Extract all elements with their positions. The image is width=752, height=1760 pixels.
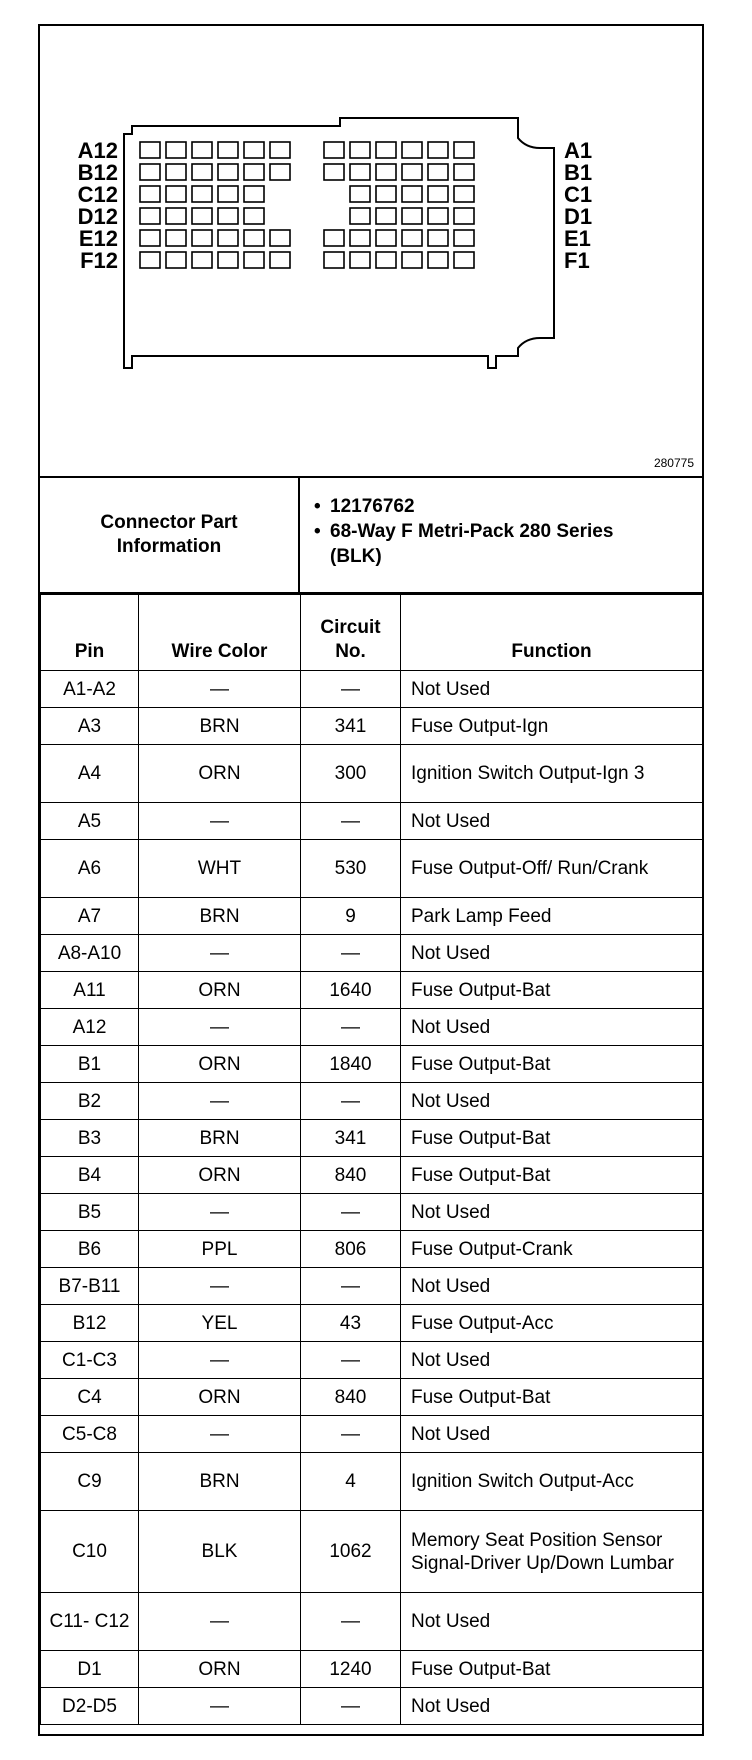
circuit-cell: 4 <box>301 1453 401 1511</box>
pin-cavity <box>166 252 186 268</box>
function-cell: Fuse Output-Bat <box>401 1379 703 1416</box>
function-cell: Not Used <box>401 1194 703 1231</box>
pin-cavity <box>192 186 212 202</box>
circuit-cell: — <box>301 1009 401 1046</box>
wire-color-cell: ORN <box>139 972 301 1009</box>
figure-id: 280775 <box>653 456 694 470</box>
table-header-row <box>41 595 703 671</box>
connector-info <box>40 478 702 594</box>
table-row <box>41 1416 703 1453</box>
function-cell: Fuse Output-Off/ Run/Crank <box>401 840 703 898</box>
header-wire-color: Wire Color <box>139 595 301 671</box>
circuit-cell: 1240 <box>301 1651 401 1688</box>
circuit-cell: 341 <box>301 708 401 745</box>
wire-color-cell: BRN <box>139 898 301 935</box>
table-row <box>41 671 703 708</box>
table-row <box>41 935 703 972</box>
circuit-cell: 1640 <box>301 972 401 1009</box>
pin-cavity <box>244 164 264 180</box>
row-label-left: E12 <box>78 226 118 251</box>
function-cell: Ignition Switch Output-Acc <box>401 1453 703 1511</box>
row-label-left: A12 <box>77 138 118 163</box>
function-cell: Not Used <box>401 1688 703 1725</box>
row-label-right: F1 <box>564 248 590 273</box>
circuit-cell: — <box>301 1688 401 1725</box>
pin-cell: C4 <box>41 1379 139 1416</box>
function-cell: Not Used <box>401 1342 703 1379</box>
pin-cavity <box>166 186 186 202</box>
function-cell: Fuse Output-Crank <box>401 1231 703 1268</box>
function-cell: Fuse Output-Ign <box>401 708 703 745</box>
circuit-cell: — <box>301 1342 401 1379</box>
pin-cavity <box>140 208 160 224</box>
wire-color-cell: — <box>139 1083 301 1120</box>
pin-cavity <box>454 208 474 224</box>
table-row <box>41 1651 703 1688</box>
table-row <box>41 1688 703 1725</box>
pin-cavity <box>376 208 396 224</box>
pin-cavity <box>218 252 238 268</box>
pin-cavity <box>324 252 344 268</box>
pin-cavity <box>454 142 474 158</box>
table-row <box>41 898 703 935</box>
header-function: Function <box>401 595 703 671</box>
circuit-cell: 43 <box>301 1305 401 1342</box>
pin-cavity <box>140 252 160 268</box>
pin-cell: A6 <box>41 840 139 898</box>
circuit-cell: 840 <box>301 1379 401 1416</box>
function-cell: Memory Seat Position Sensor Signal-Driver Up/Down Lumbar <box>401 1511 703 1593</box>
pin-cell: A3 <box>41 708 139 745</box>
row-label-right: C1 <box>564 182 593 207</box>
pin-cavity <box>192 252 212 268</box>
table-row <box>41 708 703 745</box>
table-row <box>41 1120 703 1157</box>
pin-cavity <box>376 142 396 158</box>
pin-cavity <box>376 252 396 268</box>
wire-color-cell: — <box>139 1342 301 1379</box>
function-cell: Fuse Output-Bat <box>401 1120 703 1157</box>
circuit-cell: — <box>301 1083 401 1120</box>
function-cell: Fuse Output-Bat <box>401 1157 703 1194</box>
header-circuit: Circuit No. <box>301 595 401 671</box>
pin-cavity <box>350 252 370 268</box>
table-row <box>41 1157 703 1194</box>
row-label-right: D1 <box>564 204 593 229</box>
circuit-cell: — <box>301 1194 401 1231</box>
circuit-cell: 1840 <box>301 1046 401 1083</box>
pin-cavity <box>428 186 448 202</box>
pin-cavity <box>428 164 448 180</box>
pin-cell: D1 <box>41 1651 139 1688</box>
pin-cell: A12 <box>41 1009 139 1046</box>
table-row <box>41 1511 703 1593</box>
pin-cavity <box>218 164 238 180</box>
pin-cavity <box>402 208 422 224</box>
row-label-right: A1 <box>564 138 593 163</box>
pin-cell: A8-A10 <box>41 935 139 972</box>
connector-info-label <box>40 478 300 592</box>
pin-cell: C10 <box>41 1511 139 1593</box>
table-row <box>41 972 703 1009</box>
pin-cell: A4 <box>41 745 139 803</box>
pin-cell: C1-C3 <box>41 1342 139 1379</box>
circuit-cell: — <box>301 803 401 840</box>
function-cell: Not Used <box>401 1083 703 1120</box>
pin-cavity <box>324 142 344 158</box>
circuit-cell: 530 <box>301 840 401 898</box>
pin-cavity <box>454 230 474 246</box>
pin-cavity <box>402 230 422 246</box>
pin-cavity <box>428 142 448 158</box>
pin-cavity <box>192 208 212 224</box>
pin-cavity <box>350 186 370 202</box>
function-cell: Fuse Output-Acc <box>401 1305 703 1342</box>
pin-cell: B3 <box>41 1120 139 1157</box>
pin-cell: B12 <box>41 1305 139 1342</box>
pin-cavity <box>270 252 290 268</box>
pin-cell: B2 <box>41 1083 139 1120</box>
connector-info-details <box>310 494 630 569</box>
pin-cavity <box>428 230 448 246</box>
pin-cell: C11- C12 <box>41 1593 139 1651</box>
function-cell: Not Used <box>401 803 703 840</box>
table-row <box>41 803 703 840</box>
pin-cell: A1-A2 <box>41 671 139 708</box>
pin-cavity <box>376 186 396 202</box>
pin-cavity <box>140 142 160 158</box>
table-row <box>41 1194 703 1231</box>
pin-cavity <box>376 164 396 180</box>
pin-cavity <box>350 208 370 224</box>
function-cell: Not Used <box>401 1593 703 1651</box>
connector-diagram <box>40 26 702 478</box>
row-label-left: C12 <box>77 182 118 207</box>
part-number: • 12176762 <box>310 494 630 519</box>
connector-outline <box>124 118 554 368</box>
pin-cavity <box>428 252 448 268</box>
wire-color-cell: — <box>139 1194 301 1231</box>
pin-cavity <box>166 164 186 180</box>
function-cell: Park Lamp Feed <box>401 898 703 935</box>
function-cell: Not Used <box>401 935 703 972</box>
pin-cavity <box>454 186 474 202</box>
connector-info-label-text: Connector Part Information <box>100 512 238 557</box>
pin-cavity <box>402 252 422 268</box>
function-cell: Fuse Output-Bat <box>401 1651 703 1688</box>
wire-color-cell: — <box>139 803 301 840</box>
pin-cavity <box>402 186 422 202</box>
wire-color-cell: PPL <box>139 1231 301 1268</box>
pin-cell: A5 <box>41 803 139 840</box>
table-row <box>41 1305 703 1342</box>
wire-color-cell: BRN <box>139 1120 301 1157</box>
wire-color-cell: ORN <box>139 745 301 803</box>
wire-color-cell: — <box>139 1268 301 1305</box>
pinout-rows <box>41 671 703 1725</box>
pin-cavity <box>428 208 448 224</box>
pin-cavity <box>218 186 238 202</box>
circuit-cell: — <box>301 935 401 972</box>
pin-cavity <box>454 252 474 268</box>
function-cell: Not Used <box>401 671 703 708</box>
table-row <box>41 1268 703 1305</box>
pin-cell: C5-C8 <box>41 1416 139 1453</box>
pin-cavity <box>324 164 344 180</box>
wire-color-cell: — <box>139 935 301 972</box>
pin-cavity <box>166 208 186 224</box>
circuit-cell: 806 <box>301 1231 401 1268</box>
table-row <box>41 1379 703 1416</box>
row-label-right: E1 <box>564 226 591 251</box>
wire-color-cell: ORN <box>139 1379 301 1416</box>
table-row <box>41 1593 703 1651</box>
connector-description: • 68-Way F Metri-Pack 280 Series (BLK) <box>310 519 630 569</box>
pin-cavity <box>270 230 290 246</box>
pin-cavity <box>244 142 264 158</box>
circuit-cell: — <box>301 1416 401 1453</box>
function-cell: Fuse Output-Bat <box>401 1046 703 1083</box>
pin-cavity <box>350 164 370 180</box>
function-cell: Ignition Switch Output-Ign 3 <box>401 745 703 803</box>
wire-color-cell: — <box>139 671 301 708</box>
circuit-cell: — <box>301 1268 401 1305</box>
pin-cavity <box>166 142 186 158</box>
circuit-cell: 341 <box>301 1120 401 1157</box>
pin-cavity <box>140 186 160 202</box>
wire-color-cell: — <box>139 1009 301 1046</box>
wire-color-cell: ORN <box>139 1651 301 1688</box>
table-row <box>41 840 703 898</box>
pin-cell: B4 <box>41 1157 139 1194</box>
pin-cell: D2-D5 <box>41 1688 139 1725</box>
pin-cell: C9 <box>41 1453 139 1511</box>
pin-cell: B1 <box>41 1046 139 1083</box>
pin-cavity <box>218 208 238 224</box>
row-label-left: F12 <box>80 248 118 273</box>
pin-cavity <box>192 164 212 180</box>
table-row <box>41 1083 703 1120</box>
wire-color-cell: YEL <box>139 1305 301 1342</box>
pin-cell: A7 <box>41 898 139 935</box>
table-row <box>41 1046 703 1083</box>
table-row <box>41 1342 703 1379</box>
pin-cavity <box>244 186 264 202</box>
circuit-cell: 300 <box>301 745 401 803</box>
pin-cavity <box>218 230 238 246</box>
connector-sheet <box>38 24 704 1736</box>
pin-cavity <box>192 142 212 158</box>
wire-color-cell: BRN <box>139 708 301 745</box>
pin-cavity <box>166 230 186 246</box>
connector-face-drawing <box>40 26 702 478</box>
pin-cavity <box>350 230 370 246</box>
pin-cavity <box>324 230 344 246</box>
pin-cavity <box>376 230 396 246</box>
wire-color-cell: ORN <box>139 1157 301 1194</box>
row-labels-right <box>564 138 592 273</box>
pin-cavity <box>244 230 264 246</box>
wire-color-cell: — <box>139 1593 301 1651</box>
pin-cavity <box>244 252 264 268</box>
function-cell: Not Used <box>401 1268 703 1305</box>
pin-cavity <box>140 230 160 246</box>
table-row <box>41 745 703 803</box>
function-cell: Fuse Output-Bat <box>401 972 703 1009</box>
row-label-right: B1 <box>564 160 593 185</box>
wire-color-cell: BLK <box>139 1511 301 1593</box>
row-label-left: B12 <box>77 160 118 185</box>
row-labels-left <box>78 138 118 273</box>
pin-cavity <box>402 164 422 180</box>
pin-cell: B7-B11 <box>41 1268 139 1305</box>
wire-color-cell: — <box>139 1416 301 1453</box>
wire-color-cell: — <box>139 1688 301 1725</box>
pin-cavity <box>454 164 474 180</box>
pinout-table <box>40 594 703 1725</box>
pin-cell: B6 <box>41 1231 139 1268</box>
pin-cell: B5 <box>41 1194 139 1231</box>
row-label-left: D12 <box>77 204 118 229</box>
pin-cavity <box>192 230 212 246</box>
wire-color-cell: ORN <box>139 1046 301 1083</box>
pin-cavity <box>270 164 290 180</box>
circuit-cell: 1062 <box>301 1511 401 1593</box>
wire-color-cell: WHT <box>139 840 301 898</box>
header-pin: Pin <box>41 595 139 671</box>
circuit-cell: 840 <box>301 1157 401 1194</box>
table-row <box>41 1453 703 1511</box>
circuit-cell: 9 <box>301 898 401 935</box>
function-cell: Not Used <box>401 1416 703 1453</box>
pin-cell: A11 <box>41 972 139 1009</box>
pin-cavity <box>402 142 422 158</box>
pin-cavity <box>218 142 238 158</box>
pin-cavity <box>244 208 264 224</box>
table-row <box>41 1009 703 1046</box>
table-row <box>41 1231 703 1268</box>
pin-cavities <box>140 142 474 268</box>
pin-cavity <box>270 142 290 158</box>
pin-cavity <box>350 142 370 158</box>
pin-cavity <box>140 164 160 180</box>
circuit-cell: — <box>301 1593 401 1651</box>
function-cell: Not Used <box>401 1009 703 1046</box>
circuit-cell: — <box>301 671 401 708</box>
wire-color-cell: BRN <box>139 1453 301 1511</box>
